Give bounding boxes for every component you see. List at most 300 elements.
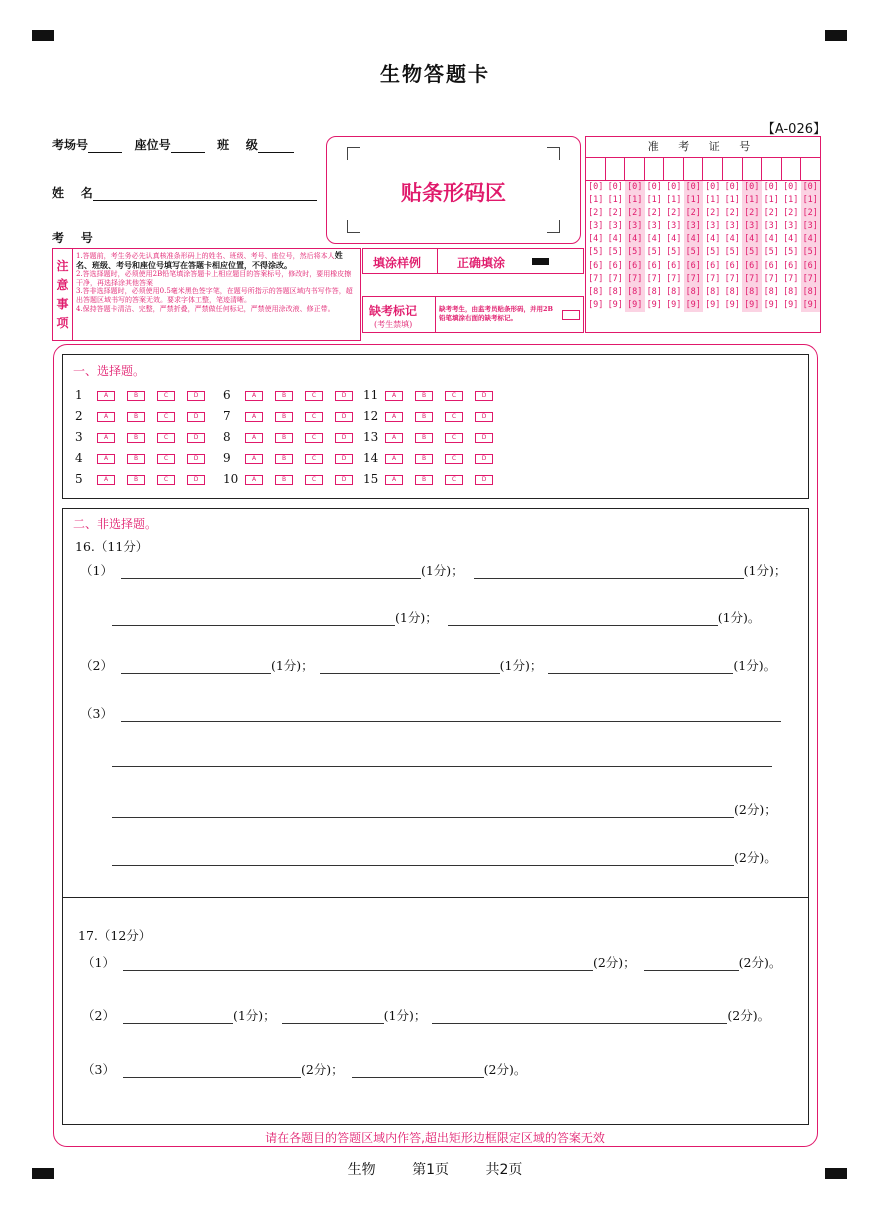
admission-digit-bubble[interactable]: [2] [763,208,779,219]
q16-score: (1分)； [270,658,314,673]
choice-question-row [363,387,505,403]
admission-digit-bubble[interactable]: [4] [685,234,701,245]
barcode-label: 贴条形码区 [401,180,506,205]
admission-digit-bubble[interactable]: [9] [588,299,604,310]
admission-digit-bubble[interactable]: [0] [802,182,818,192]
admission-digit-column[interactable] [684,181,704,312]
pager-subject: 生物 [347,1162,376,1178]
option-bubble[interactable]: A [245,454,263,464]
q17-p3[interactable] [82,1060,526,1078]
admission-digit-bubble[interactable]: [8] [685,286,701,297]
admission-digit-cell[interactable] [762,158,782,180]
admission-digit-column[interactable] [781,181,801,312]
positioning-mark [825,30,847,41]
admission-digit-bubble[interactable]: [5] [705,247,721,258]
q16-score: (1分)。 [717,610,761,625]
choice-question-row [75,387,217,403]
q17-p3-label: （3） [82,1062,115,1077]
admission-digit-bubble[interactable]: [0] [627,182,643,192]
notes-box [52,248,361,341]
filled-bubble-icon [532,258,549,265]
admission-digit-bubble[interactable]: [5] [588,247,604,258]
exam-no-label: 考 号 [52,231,93,245]
option-bubble[interactable]: B [275,475,293,485]
q16-score: (1分)； [743,563,787,578]
absent-mark-box [362,296,584,333]
question-number: 3 [75,430,83,444]
admission-digit-cell[interactable] [586,158,606,180]
admission-digit-bubble[interactable]: [8] [588,286,604,297]
admission-digit-bubble[interactable]: [1] [744,195,760,206]
option-bubble[interactable]: A [245,475,263,485]
option-bubble[interactable]: C [305,475,323,485]
positioning-mark [32,30,54,41]
option-bubble[interactable]: C [157,391,175,401]
admission-digit-bubble[interactable]: [5] [666,247,682,258]
option-bubble[interactable]: D [475,433,493,443]
option-bubble[interactable]: D [335,475,353,485]
admission-digit-bubble[interactable]: [3] [744,221,760,232]
admission-digit-cell[interactable] [625,158,645,180]
admission-digit-cell[interactable] [645,158,665,180]
option-bubble[interactable]: A [245,391,263,401]
q16-p1-line1[interactable] [80,561,786,579]
admission-digit-bubble[interactable]: [1] [627,195,643,206]
admission-digit-bubble[interactable]: [7] [666,273,682,284]
exam-room-field[interactable] [52,136,294,153]
admission-digit-column[interactable] [586,181,606,312]
q16-score: (1分)； [499,658,543,673]
admission-digit-bubble[interactable]: [3] [763,221,779,232]
admission-digit-column[interactable] [645,181,665,312]
admission-digit-bubble[interactable]: [2] [607,208,623,219]
admission-digit-bubble[interactable]: [6] [666,260,682,271]
option-bubble[interactable]: D [475,454,493,464]
option-bubble[interactable]: A [97,433,115,443]
absent-label: 缺考标记 [369,304,418,318]
admission-digit-bubble[interactable]: [1] [685,195,701,206]
admission-digit-bubble[interactable]: [4] [802,234,818,245]
exam-room-label: 考场号 [52,138,89,152]
admission-digit-bubble[interactable]: [5] [783,247,799,258]
admission-digit-bubble[interactable]: [5] [646,247,662,258]
option-bubble[interactable]: B [415,454,433,464]
admission-digit-bubble[interactable]: [4] [627,234,643,245]
q17-p2-label: （2） [82,1008,115,1023]
option-bubble[interactable]: A [385,433,403,443]
choice-question-row [75,450,217,466]
option-bubble[interactable]: C [305,454,323,464]
admission-digit-bubble[interactable]: [4] [607,234,623,245]
admission-digit-bubble[interactable]: [9] [646,299,662,310]
admission-digit-bubble[interactable]: [6] [744,260,760,271]
admission-digit-bubble[interactable]: [9] [744,299,760,310]
option-bubble[interactable]: B [127,391,145,401]
choice-question-row [363,408,505,424]
admission-digit-column[interactable] [723,181,743,312]
option-bubble[interactable]: B [275,454,293,464]
admission-digit-bubble[interactable]: [5] [763,247,779,258]
admission-digit-bubble[interactable]: [5] [802,247,818,258]
q17-score: (2分)； [300,1062,344,1077]
q16-score: (1分)； [420,563,464,578]
option-bubble[interactable]: B [415,433,433,443]
admission-digit-bubble[interactable]: [1] [607,195,623,206]
admission-digit-bubble[interactable]: [6] [763,260,779,271]
admission-digit-bubble[interactable]: [6] [685,260,701,271]
admission-digit-bubble[interactable]: [3] [705,221,721,232]
admission-digit-column[interactable] [762,181,782,312]
admission-digit-bubble[interactable]: [1] [802,195,818,206]
note-line-emph: 姓名、班级、考号和座位号填写在答题卡相应位置，不得涂改。 [76,250,343,270]
paper-code: 【A-026】 [761,122,826,137]
admission-digit-bubble[interactable]: [9] [724,299,740,310]
q16-p3[interactable] [80,704,781,722]
option-bubble[interactable]: D [187,475,205,485]
choice-question-row [223,450,365,466]
option-bubble[interactable]: D [187,433,205,443]
admission-digit-bubble[interactable]: [4] [724,234,740,245]
option-bubble[interactable]: B [127,412,145,422]
admission-digit-column[interactable] [625,181,645,312]
q16-p2-label: （2） [80,658,113,673]
admission-digit-bubble[interactable]: [6] [783,260,799,271]
admission-digit-bubble[interactable]: [3] [627,221,643,232]
page-title: 生物答题卡 [380,62,490,86]
option-bubble[interactable]: C [157,412,175,422]
option-bubble[interactable]: D [335,391,353,401]
question-number: 4 [75,451,83,465]
question-number: 15 [363,472,379,486]
q17-p1[interactable] [82,953,781,971]
admission-digit-column[interactable] [606,181,626,312]
question-number: 1 [75,388,83,402]
admission-digit-bubble[interactable]: [8] [627,286,643,297]
q16-score: (1分)； [395,610,438,625]
q16-score: (2分)。 [734,850,777,865]
admission-digit-bubble[interactable]: [3] [666,221,682,232]
absent-sub: (考生禁填) [374,320,413,329]
choice-section-title: 一、选择题。 [73,364,146,378]
admission-digit-bubble[interactable]: [1] [724,195,740,206]
q16-p1-label: （1） [80,563,113,578]
non-choice-section-title: 二、非选择题。 [73,517,158,531]
option-bubble[interactable]: C [445,391,463,401]
q16-p3-line2[interactable] [112,752,772,767]
question-number: 11 [363,388,379,402]
admission-digit-cell[interactable] [801,158,820,180]
admission-digit-bubble[interactable]: [4] [763,234,779,245]
admission-digit-column[interactable] [801,181,821,312]
admission-digit-bubble[interactable]: [6] [627,260,643,271]
q17-score: (2分)。 [483,1062,527,1077]
q16-score: (1分)。 [733,658,777,673]
option-bubble[interactable]: A [385,454,403,464]
option-bubble[interactable]: D [475,412,493,422]
q16-score: (2分)； [734,802,777,817]
admission-digit-bubble[interactable]: [4] [588,234,604,245]
admission-digit-bubble[interactable]: [9] [666,299,682,310]
q16-p3-line4[interactable] [112,848,777,866]
admission-digit-bubble[interactable]: [8] [607,286,623,297]
admission-digit-bubble[interactable]: [9] [627,299,643,310]
admission-digit-bubble[interactable]: [7] [705,273,721,284]
admission-digit-bubble[interactable]: [3] [685,221,701,232]
option-bubble[interactable]: B [275,412,293,422]
admission-digit-bubble[interactable]: [9] [783,299,799,310]
admission-digit-bubble[interactable]: [9] [802,299,818,310]
admission-digit-bubble[interactable]: [3] [783,221,799,232]
admission-digit-bubble[interactable]: [6] [646,260,662,271]
admission-digit-bubble[interactable]: [6] [705,260,721,271]
option-bubble[interactable]: B [127,454,145,464]
admission-digit-bubble[interactable]: [2] [588,208,604,219]
admission-digit-bubble[interactable]: [4] [646,234,662,245]
admission-digit-bubble[interactable]: [0] [607,182,623,192]
question-number: 14 [363,451,379,465]
admission-digit-bubble[interactable]: [2] [666,208,682,219]
admission-digit-cell[interactable] [606,158,626,180]
admission-digit-bubble[interactable]: [8] [724,286,740,297]
option-bubble[interactable]: C [305,391,323,401]
admission-digit-bubble[interactable]: [1] [588,195,604,206]
admission-digit-cell[interactable] [723,158,743,180]
admission-digit-bubble[interactable]: [4] [783,234,799,245]
admission-digit-bubble[interactable]: [7] [588,273,604,284]
option-bubble[interactable]: C [445,433,463,443]
admission-digit-bubble[interactable]: [2] [783,208,799,219]
option-bubble[interactable]: C [157,454,175,464]
admission-digit-cell[interactable] [684,158,704,180]
option-bubble[interactable]: D [335,433,353,443]
admission-digit-bubble[interactable]: [7] [646,273,662,284]
q17-score: (1分)； [232,1008,276,1023]
choice-question-row [223,387,365,403]
admission-digit-cell[interactable] [664,158,684,180]
option-bubble[interactable]: C [445,475,463,485]
question-number: 8 [223,430,231,444]
admission-digit-bubble[interactable]: [3] [588,221,604,232]
option-bubble[interactable]: D [187,391,205,401]
q17-p2[interactable] [82,1006,770,1024]
option-bubble[interactable]: D [475,475,493,485]
admission-digit-bubble[interactable]: [1] [666,195,682,206]
admission-digit-bubble[interactable]: [9] [705,299,721,310]
admission-digit-bubble[interactable]: [0] [646,182,662,192]
admission-digit-bubble[interactable]: [0] [783,182,799,192]
admission-digit-bubble[interactable]: [0] [666,182,682,192]
note-line: 4.保持答题卡清洁、完整，严禁折叠，严禁做任何标记，严禁使用涂改液、修正带。 [76,304,335,313]
admission-digit-column[interactable] [742,181,762,312]
option-bubble[interactable]: A [97,475,115,485]
admission-digit-bubble[interactable]: [8] [744,286,760,297]
q17-score: (2分)。 [738,955,782,970]
admission-digit-bubble[interactable]: [7] [607,273,623,284]
choice-question-row [223,408,365,424]
admission-digit-bubble[interactable]: [1] [705,195,721,206]
q17-score: (2分)。 [727,1008,771,1023]
option-bubble[interactable]: C [445,454,463,464]
admission-digit-bubble[interactable]: [8] [705,286,721,297]
admission-digit-bubble[interactable]: [2] [802,208,818,219]
note-line: 1.答题前，考生务必先认真核准条形码上的姓名、班级、考号、座位号，然后将本人 [76,252,335,260]
note-line: 3.答非选择题时，必须使用0.5毫米黑色签字笔，在题号所指示的答题区域内书写作答，超出答题区域书写的答案无效。要求字体工整，笔迹清晰。 [76,287,353,304]
admission-digit-bubble[interactable]: [8] [666,286,682,297]
admission-digit-bubble[interactable]: [5] [744,247,760,258]
class-label: 班 级 [217,138,258,152]
question-number: 7 [223,409,231,423]
admission-number-grid[interactable] [585,136,821,333]
admission-digit-bubble[interactable]: [7] [744,273,760,284]
notes-label: 注 意 事 项 [53,249,73,340]
option-bubble[interactable]: A [385,412,403,422]
admission-digit-bubble[interactable]: [1] [783,195,799,206]
option-bubble[interactable]: A [245,412,263,422]
admission-digit-bubble[interactable]: [6] [588,260,604,271]
option-bubble[interactable]: D [335,454,353,464]
option-bubble[interactable]: A [97,412,115,422]
option-bubble[interactable]: B [415,412,433,422]
admission-digit-bubble[interactable]: [6] [802,260,818,271]
admission-digit-bubble[interactable]: [9] [763,299,779,310]
q17-score: (2分)； [592,955,636,970]
pager-page: 第1页 [412,1162,449,1178]
name-field[interactable] [52,184,317,201]
admission-digit-bubble[interactable]: [4] [705,234,721,245]
option-bubble[interactable]: D [187,412,205,422]
admission-digit-bubble[interactable]: [8] [783,286,799,297]
admission-digit-bubble[interactable]: [4] [666,234,682,245]
admission-digit-bubble[interactable]: [0] [705,182,721,192]
admission-digit-bubble[interactable]: [0] [724,182,740,192]
admission-digit-cell[interactable] [782,158,802,180]
admission-digit-bubble[interactable]: [1] [763,195,779,206]
question-number: 5 [75,472,83,486]
option-bubble[interactable]: D [187,454,205,464]
admission-digit-bubble[interactable]: [4] [744,234,760,245]
option-bubble[interactable]: A [97,454,115,464]
sample-correct: 正确填涂 [457,256,506,270]
pager-total: 共2页 [485,1162,523,1178]
question-number: 2 [75,409,83,423]
choice-section [62,354,809,499]
admission-digit-cell[interactable] [703,158,723,180]
barcode-area [326,136,581,244]
admission-digit-bubble[interactable]: [3] [802,221,818,232]
option-bubble[interactable]: C [305,433,323,443]
option-bubble[interactable]: A [385,391,403,401]
admission-digit-bubble[interactable]: [9] [607,299,623,310]
name-label: 姓 名 [52,186,93,200]
choice-question-row [75,471,217,487]
admission-digit-bubble[interactable]: [7] [724,273,740,284]
seat-label: 座位号 [134,138,171,152]
admission-digit-bubble[interactable]: [2] [744,208,760,219]
question-number: 9 [223,451,231,465]
option-bubble[interactable]: C [305,412,323,422]
admission-digit-bubble[interactable]: [0] [744,182,760,192]
fill-sample [362,248,584,274]
option-bubble[interactable]: B [415,475,433,485]
admission-digit-bubble[interactable]: [5] [685,247,701,258]
choice-question-row [75,408,217,424]
admission-digit-bubble[interactable]: [1] [646,195,662,206]
admission-digit-bubble[interactable]: [0] [588,182,604,192]
option-bubble[interactable]: D [475,391,493,401]
admission-digit-bubble[interactable]: [2] [705,208,721,219]
admission-digit-bubble[interactable]: [7] [763,273,779,284]
admission-digit-bubble[interactable]: [7] [783,273,799,284]
choice-question-row [363,471,505,487]
admission-digit-bubble[interactable]: [8] [646,286,662,297]
admission-digit-bubble[interactable]: [2] [685,208,701,219]
admission-digit-bubble[interactable]: [6] [607,260,623,271]
admission-digit-column[interactable] [703,181,723,312]
sample-label: 填涂样例 [373,256,422,270]
admission-digit-column[interactable] [664,181,684,312]
q16-p3-line3[interactable] [112,800,777,818]
choice-question-row [363,429,505,445]
option-bubble[interactable]: B [127,433,145,443]
admission-digit-bubble[interactable]: [3] [607,221,623,232]
admission-digit-bubble[interactable]: [3] [646,221,662,232]
option-bubble[interactable]: C [445,412,463,422]
admission-digit-bubble[interactable]: [0] [763,182,779,192]
q17-title: 17.（12分） [78,928,152,943]
admission-header: 准 考 证 号 [586,137,820,158]
admission-digit-bubble[interactable]: [8] [763,286,779,297]
admission-digit-bubble[interactable]: [9] [685,299,701,310]
admission-digit-bubble[interactable]: [7] [685,273,701,284]
admission-digit-cell[interactable] [743,158,763,180]
option-bubble[interactable]: B [415,391,433,401]
admission-digit-bubble[interactable]: [2] [627,208,643,219]
option-bubble[interactable]: B [275,433,293,443]
admission-digit-bubble[interactable]: [0] [685,182,701,192]
q16-p2[interactable] [80,656,776,674]
admission-digit-bubble[interactable]: [6] [724,260,740,271]
admission-digit-bubble[interactable]: [2] [724,208,740,219]
admission-digit-bubble[interactable]: [2] [646,208,662,219]
absent-text: 缺考考生，由监考员贴条形码，并用2B铅笔填涂右面的缺考标记。 [439,305,554,322]
note-line: 2.答选择题时，必须使用2B铅笔填涂答题卡上相应题目的答案标号，修改时，要用橡皮擦干净，再选择涂其他答案 [76,270,352,287]
admission-digit-bubble[interactable]: [5] [627,247,643,258]
q17-score: (1分)； [383,1008,427,1023]
admission-digit-bubble[interactable]: [5] [724,247,740,258]
pager [0,1159,870,1179]
admission-digit-bubble[interactable]: [3] [724,221,740,232]
option-bubble[interactable]: B [127,475,145,485]
admission-digit-bubble[interactable]: [7] [627,273,643,284]
q17-p1-label: （1） [82,955,115,970]
option-bubble[interactable]: C [157,433,175,443]
option-bubble[interactable]: A [245,433,263,443]
q16-p1-line2[interactable] [112,608,760,626]
question-number: 10 [223,472,239,486]
admission-digit-bubble[interactable]: [5] [607,247,623,258]
question-number: 6 [223,388,231,402]
admission-digit-bubble[interactable]: [7] [802,273,818,284]
option-bubble[interactable]: A [97,391,115,401]
admission-digit-bubble[interactable]: [8] [802,286,818,297]
question-number: 13 [363,430,379,444]
option-bubble[interactable]: D [335,412,353,422]
question-number: 12 [363,409,379,423]
option-bubble[interactable]: C [157,475,175,485]
absent-bubble[interactable] [562,310,580,320]
option-bubble[interactable]: B [275,391,293,401]
option-bubble[interactable]: A [385,475,403,485]
